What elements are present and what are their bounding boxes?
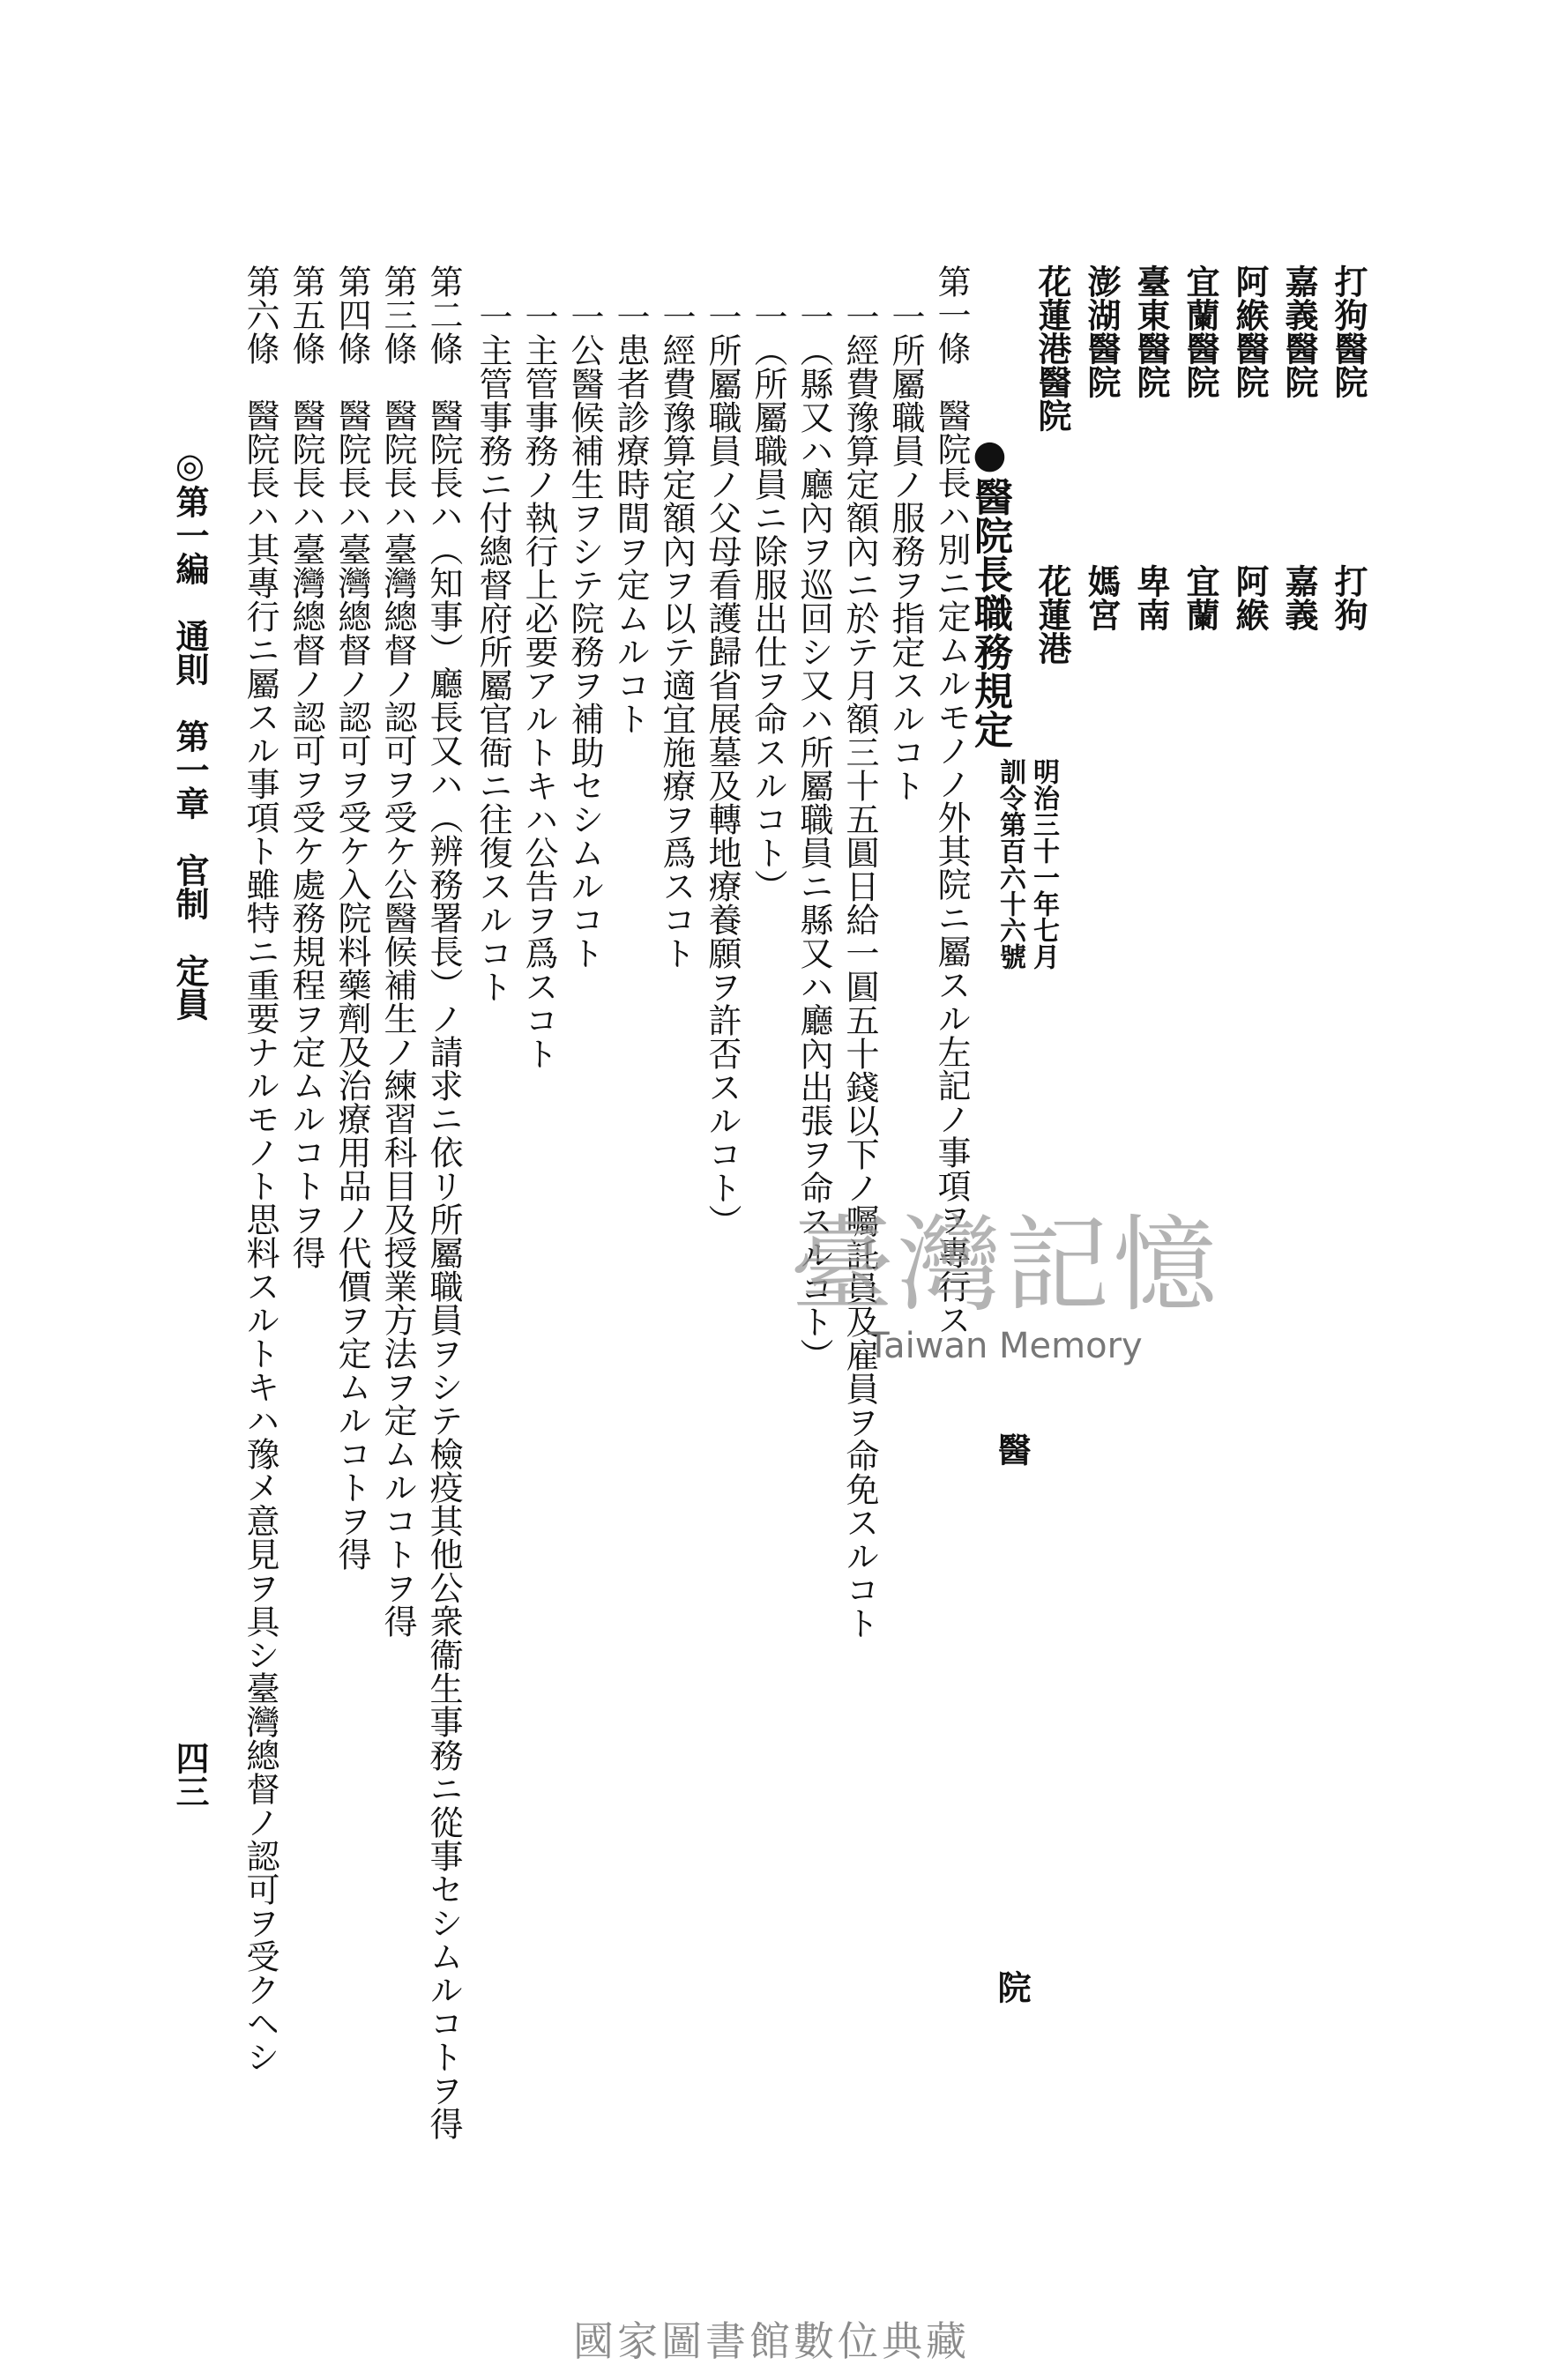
list-item: 一（縣又ハ廳內ヲ巡回シ又ハ所屬職員ニ縣又ハ廳內出張ヲ命スルコト） <box>794 300 833 1372</box>
hospital-name: 澎湖醫院 <box>1082 264 1122 398</box>
regulation-number: 訓令第百六十六號 <box>995 758 1025 970</box>
hospital-location: 花蓮港 <box>1032 564 1072 665</box>
list-item: 一主管事務ノ執行上必要アルトキハ公告ヲ爲スコト <box>519 300 558 1070</box>
regulation-date: 明治三十一年七月 <box>1028 758 1059 970</box>
hospital-name: 臺東醫院 <box>1131 264 1171 398</box>
regulation-title: ●醫院長職務規定 <box>967 432 1012 748</box>
article-5: 第五條 醫院長ハ臺灣總督ノ認可ヲ受ケ處務規程ヲ定ムルコトヲ得 <box>287 264 325 1269</box>
list-item: 一主管事務ニ付總督府所屬官衙ニ往復スルコト <box>473 300 512 1003</box>
hospital-name: 阿緱醫院 <box>1230 264 1270 398</box>
hospital-name: 花蓮港醫院 <box>1032 264 1072 432</box>
list-item: 一公醫候補生ヲシテ院務ヲ補助セシムルコト <box>565 300 604 970</box>
section-header-char: 院 <box>992 1970 1032 2004</box>
article-2: 第二條 醫院長ハ（知事）廳長又ハ（辨務署長）ノ請求ニ依リ所屬職員ヲシテ檢疫其他公衆衞生事務ニ從事セシムルコトヲ得 <box>424 264 463 2140</box>
hospital-name: 打狗醫院 <box>1329 264 1368 398</box>
hospital-location: 宜蘭 <box>1181 564 1220 631</box>
list-item: 一所屬職員ノ服務ヲ指定スルコト <box>886 300 925 802</box>
page-number: 四三 <box>170 1741 210 1808</box>
chapter-footer: ◎第一編 通則 第一章 官制 定員 <box>170 445 210 1021</box>
library-footer: 國家圖書館數位典藏 <box>573 2317 970 2365</box>
hospital-location: 卑南 <box>1131 564 1171 631</box>
list-item: 一所屬職員ノ父母看護歸省展墓及轉地療養願ヲ許否スルコト） <box>703 300 742 1238</box>
list-item: 一經費豫算定額內ヲ以テ適宜施療ヲ爲スコト <box>657 300 696 970</box>
article-4: 第四條 醫院長ハ臺灣總督ノ認可ヲ受ケ入院料藥劑及治療用品ノ代價ヲ定ムルコトヲ得 <box>332 264 371 1571</box>
article-1: 第一條 醫院長ハ別ニ定ムルモノノ外其院ニ屬スル左記ノ事項ヲ專行ス <box>932 264 971 1336</box>
article-3: 第三條 醫院長ハ臺灣總督ノ認可ヲ受ケ公醫候補生ノ練習科目及授業方法ヲ定ムルコトヲ得 <box>378 264 417 1638</box>
hospital-name: 宜蘭醫院 <box>1181 264 1220 398</box>
hospital-location: 阿緱 <box>1230 564 1270 631</box>
watermark-chinese: 臺灣記憶 <box>789 1204 1220 1326</box>
section-header-char: 醫 <box>992 1432 1032 1466</box>
hospital-location: 打狗 <box>1329 564 1368 631</box>
taiwan-memory-watermark <box>758 1181 1252 1375</box>
list-item: 一（所屬職員ニ除服出仕ヲ命スルコト） <box>749 300 787 903</box>
hospital-name: 嘉義醫院 <box>1279 264 1319 398</box>
article-6: 第六條 醫院長ハ其專行ニ屬スル事項ト雖特ニ重要ナルモノト思料スルトキハ豫メ意見ヲ具シ臺灣總督ノ認可ヲ受クヘシ <box>241 264 280 2073</box>
watermark-english: Taiwan Memory <box>868 1326 1143 1366</box>
hospital-location: 媽宮 <box>1082 564 1122 631</box>
list-item: 一患者診療時間ヲ定ムルコト <box>611 300 650 735</box>
list-item: 一經費豫算定額內ニ於テ月額三十五圓日給一圓五十錢以下ノ囑託員及雇員ヲ命免スルコト <box>840 300 879 1640</box>
hospital-location: 嘉義 <box>1279 564 1319 631</box>
